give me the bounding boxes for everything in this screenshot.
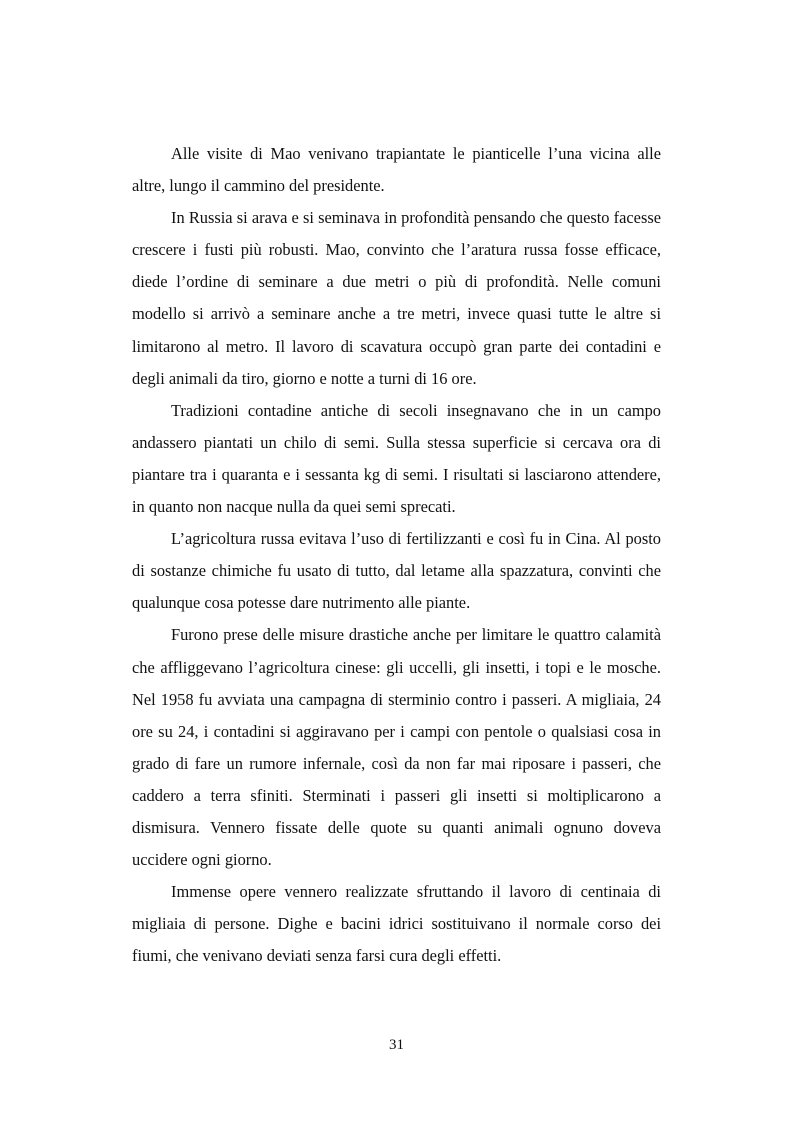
paragraph-four-pests: Furono prese delle misure drastiche anche per limitare le quattro calamità che affliggevano l’agricoltura cinese: gli uccelli, gli insetti, i topi e le mosche. Nel 1958 fu avviata una campagna di sterminio contro i passeri. A migliaia, 24 ore su 24, i contadini si aggiravano per i campi con pentole o qualsiasi cosa in grado di fare un rumore infernale, così da non far mai riposare i passeri, che caddero a terra sfiniti. Sterminati i passeri gli insetti si moltiplicarono a dismisura. Vennero fissate delle quote su quanti animali ognuno doveva uccidere ogni giorno. [132,625,661,870]
paragraph-dams: Immense opere vennero realizzate sfruttando il lavoro di centinaia di migliaia di persone. Dighe e bacini idrici sostituivano il normale corso dei fiumi, che venivano deviati senza farsi cura degli effetti. [132,882,661,966]
paragraph-mao-visits: Alle visite di Mao venivano trapiantate le pianticelle l’una vicina alle altre, lungo il cammino del presidente. [132,144,661,196]
paragraph-deep-plowing: In Russia si arava e si seminava in profondità pensando che questo facesse crescere i fusti più robusti. Mao, convinto che l’aratura russa fosse efficace, diede l’ordine di seminare a due metri o più di profondità. Nelle comuni modello si arrivò a seminare anche a tre metri, invece quasi tutte le altre si limitarono al metro. Il lavoro di scavatura occupò gran parte dei contadini e degli animali da tiro, giorno e notte a turni di 16 ore. [132,208,661,388]
paragraph-fertilizers: L’agricoltura russa evitava l’uso di fertilizzanti e così fu in Cina. Al posto di sostanze chimiche fu usato di tutto, dal letame alla spazzatura, convinti che qualunque cosa potesse dare nutrimento alle piante. [132,529,661,613]
page-number: 31 [389,1037,404,1053]
paragraph-seed-density: Tradizioni contadine antiche di secoli insegnavano che in un campo andassero piantati un chilo di semi. Sulla stessa superficie si cercava ora di piantare tra i quaranta e i sessanta kg di semi. I risultati si lasciarono attendere, in quanto non nacque nulla da quei semi sprecati. [132,400,661,517]
body-text [132,138,661,972]
